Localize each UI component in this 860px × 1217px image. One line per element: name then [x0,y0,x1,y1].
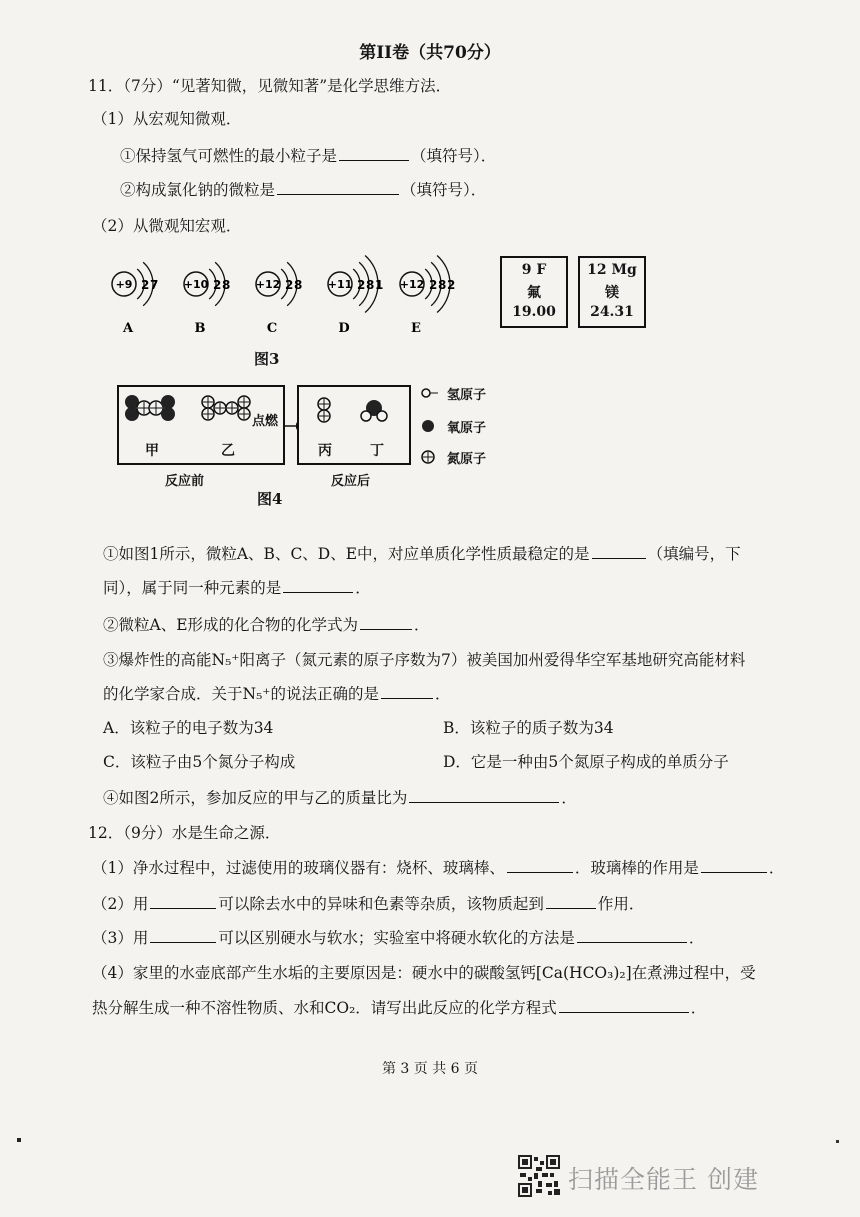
molecule-ding-icon [361,400,387,421]
atom-structure-E [400,255,456,336]
water-part-2-suffix: 作用． [597,895,645,913]
shell-electron-count: 1 [375,278,384,292]
option-d[interactable]: D．它是一种由5个氮原子构成的单质分子 [443,753,729,771]
option-c[interactable]: C．该粒子由5个氮分子构成 [103,753,296,771]
answer-blank[interactable] [360,628,412,630]
water-part-3-suffix: ． [688,929,705,947]
sub-question-3-cont-suffix: ． [434,685,451,703]
shell-electron-count: 2 [447,278,456,292]
part-1b [120,178,486,200]
option-a[interactable]: A．该粒子的电子数为34 [103,719,274,737]
answer-blank[interactable] [339,159,409,161]
sub-question-1-suffix: （填编号，下 [647,545,741,563]
answer-blank[interactable] [150,941,216,943]
qr-code-icon [518,1155,560,1197]
atom-label: A [122,321,134,336]
answer-blank[interactable] [277,193,399,195]
water-part-4-cont [92,996,706,1018]
scanner-watermark: 扫描全能王 创建 [568,1165,759,1194]
shell-electron-count: 8 [294,278,303,292]
sub-question-1-cont [103,576,371,598]
answer-blank[interactable] [546,907,596,909]
shell-electron-count: 2 [285,278,294,292]
molecule-bing-icon [318,398,330,422]
water-part-2 [92,892,644,914]
shell-electron-count: 2 [357,278,366,292]
legend-hydrogen: 氢原子 [447,388,487,403]
answer-blank[interactable] [577,941,687,943]
nitrogen-atom-legend-icon [422,451,434,463]
water-part-1-mid: ．玻璃棒的作用是 [574,859,699,877]
scan-speck [17,1138,21,1142]
atom-structure-B [184,262,231,336]
shell-electron-count: 7 [150,278,159,292]
atom-structure-C [256,262,303,336]
water-part-2-text: （2）用 [92,895,149,913]
atom-structure-A [112,262,158,336]
part-1-title: （1）从宏观知微观． [92,110,242,128]
scan-speck [836,1140,839,1143]
figure-4-caption: 图4 [257,490,283,508]
after-box [298,386,410,464]
legend-oxygen: 氧原子 [447,421,487,436]
page-footer: 第 3 页 共 6 页 [381,1061,479,1077]
sub-question-4-text: ④如图2所示，参加反应的甲与乙的质量比为 [103,789,408,807]
label-bing: 丙 [318,443,332,459]
sub-question-3: ③爆炸性的高能N₅⁺阳离子（氮元素的原子序数为7）被美国加州爱得华空军基地研究高能材料 [103,651,746,669]
hydrogen-atom-legend-icon [422,389,438,397]
water-part-3 [92,926,704,948]
element-cell-fluorine [500,256,568,328]
shell-electron-count: 2 [429,278,438,292]
part-1a-text: ①保持氢气可燃性的最小粒子是 [120,147,338,165]
element-cell-magnesium [578,256,646,328]
answer-blank[interactable] [701,871,767,873]
element-mass: 19.00 [512,304,556,320]
nucleus-charge: +10 [183,278,209,291]
part-1b-text: ②构成氯化钠的微粒是 [120,181,276,199]
sub-question-1-text: ①如图1所示，微粒A、B、C、D、E中，对应单质化学性质最稳定的是 [103,545,590,563]
section-title: 第II卷（共70分） [359,43,501,63]
water-part-2-mid: 可以除去水中的异味和色素等杂质，该物质起到 [218,895,544,913]
answer-blank[interactable] [381,697,433,699]
part-1b-suffix: （填符号）． [401,181,487,199]
atom-structure-D [328,255,384,336]
water-part-3-mid: 可以区别硬水与软水；实验室中将硬水软化的方法是 [218,929,575,947]
part-1a [120,144,496,166]
sub-question-3-cont-text: 的化学家合成．关于N₅⁺的说法正确的是 [103,685,379,703]
label-ding: 丁 [370,443,384,459]
shell-electron-count: 2 [213,278,222,292]
figure-3-atom-diagrams [100,248,500,340]
sub-question-4-suffix: ． [561,789,577,807]
molecule-jia-icon [125,395,175,421]
label-jia: 甲 [145,443,159,459]
atom-label: C [266,321,278,336]
question-11-stem: 11．（7分）“见著知微，见微知著”是化学思维方法． [88,77,452,95]
nucleus-charge: +11 [327,278,353,291]
figure-3-caption: 图3 [254,350,280,368]
element-number-symbol: 9 F [521,262,547,278]
element-mass: 24.31 [590,304,634,320]
sub-question-2-suffix: ． [414,616,430,634]
water-part-4-cont-text: 热分解生成一种不溶性物质、水和CO₂．请写出此反应的化学方程式 [92,999,557,1017]
option-b[interactable]: B．该粒子的质子数为34 [443,719,614,737]
shell-electron-count: 8 [366,278,375,292]
shell-electron-count: 8 [438,278,447,292]
nucleus-charge: +9 [115,278,133,291]
arrow-label: 点燃 [252,414,279,429]
water-part-1 [92,856,784,878]
sub-question-1-cont-text: 同），属于同一种元素的是 [103,579,282,597]
sub-question-2 [103,613,430,635]
shell-electron-count: 8 [222,278,231,292]
answer-blank[interactable] [507,871,573,873]
element-name: 氟 [527,285,541,301]
sub-question-2-text: ②微粒A、E形成的化合物的化学式为 [103,616,359,634]
water-part-1-text: （1）净水过程中，过滤使用的玻璃仪器有：烧杯、玻璃棒、 [92,859,505,877]
element-name: 镁 [605,285,619,301]
answer-blank[interactable] [283,591,353,593]
part-1a-suffix: （填符号）． [411,147,497,165]
shell-electron-count: 2 [141,278,150,292]
element-number-symbol: 12 Mg [587,262,637,278]
atom-label: E [411,321,421,336]
oxygen-atom-legend-icon [422,420,434,432]
answer-blank[interactable] [592,557,646,559]
answer-blank[interactable] [150,907,216,909]
atom-label: D [338,321,350,336]
sub-question-3-cont [103,682,450,704]
water-part-4: （4）家里的水壶底部产生水垢的主要原因是：硬水中的碳酸氢钙[Ca(HCO₃)₂]在煮沸过程中，受 [92,964,756,982]
sub-question-1 [103,542,741,564]
legend-nitrogen: 氮原子 [447,452,487,467]
part-2-title: （2）从微观知宏观． [92,217,242,235]
nucleus-charge: +12 [399,278,425,291]
nucleus-charge: +12 [255,278,281,291]
answer-blank[interactable] [559,1011,689,1013]
water-part-4-cont-suffix: ． [690,999,707,1017]
before-label: 反应前 [165,474,205,489]
water-part-1-suffix: ． [768,859,785,877]
after-label: 反应后 [331,474,371,489]
question-12-stem: 12．（9分）水是生命之源． [88,824,281,842]
molecule-yi-icon [202,396,250,420]
sub-question-4 [103,786,577,808]
atom-label: B [194,321,206,336]
answer-blank[interactable] [409,801,559,803]
water-part-3-text: （3）用 [92,929,149,947]
label-yi: 乙 [221,443,235,459]
sub-question-1-cont-suffix: ． [355,579,371,597]
